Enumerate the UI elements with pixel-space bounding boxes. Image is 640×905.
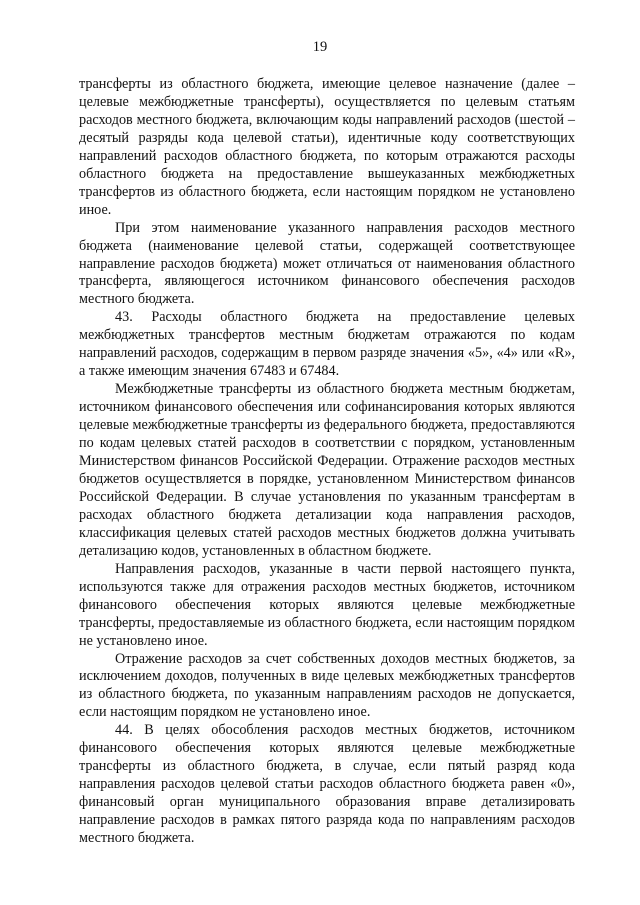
- paragraph: Отражение расходов за счет собственных доходов местных бюджетов, за исключением доходов, полученных в виде целевых межбюджетных трансфертов из областного бюджета, по указанным направлениям расходов не допускается, если настоящим порядком не установлено иное.: [79, 650, 575, 721]
- document-body: [79, 76, 575, 848]
- paragraph-item-44: 44. В целях обособления расходов местных бюджетов, источником финансового обеспечения которых являются целевые межбюджетные трансферты из областного бюджета, в случае, если пятый разряд кода направления расходов целевой статьи расходов областного бюджета равен «0», финансовый орган муниципального образования вправе детализировать направление расходов в рамках пятого разряда кода по направлениям расходов местного бюджета.: [79, 722, 575, 847]
- paragraph-item-43: 43. Расходы областного бюджета на предоставление целевых межбюджетных трансфертов местным бюджетам отражаются по кодам направлений расходов, содержащим в первом разряде значения «5», «4» или «R», а также имеющим значения 67483 и 67484.: [79, 309, 575, 380]
- paragraph: Направления расходов, указанные в части первой настоящего пункта, используются также для отражения расходов местных бюджетов, источником финансового обеспечения которых являются целевые межбюджетные трансферты, предоставляемые из областного бюджета, если настоящим порядком не установлено иное.: [79, 560, 575, 649]
- paragraph-continuation: трансферты из областного бюджета, имеющие целевое назначение (далее – целевые межбюджетные трансферты), осуществляется по целевым статьям расходов местного бюджета, включающим коды направлений расходов (шестой – десятый разряды кода целевой статьи), идентичные коду соответствующих направлений расходов областного бюджета, по которым отражаются расходы областного бюджета на предоставление вышеуказанных межбюджетных трансфертов из областного бюджета, если настоящим порядком не установлено иное.: [79, 76, 575, 218]
- page-number: 19: [312, 39, 328, 55]
- paragraph: При этом наименование указанного направления расходов местного бюджета (наименование целевой статьи, содержащей соответствующее направление расходов бюджета) может отличаться от наименования областного трансферта, являющегося источником финансового обеспечения расходов местного бюджета.: [79, 219, 575, 308]
- paragraph: Межбюджетные трансферты из областного бюджета местным бюджетам, источником финансового обеспечения или софинансирования которых являются целевые межбюджетные трансферты из федерального бюджета, предоставляются по кодам целевых статей расходов в соответствии с порядком, установленным Министерством финансов Российской Федерации. Отражение расходов местных бюджетов осуществляется в порядке, установленном Министерством финансов Российской Федерации. В случае установления по указанным трансфертам в расходах областного бюджета детализации кода направления расходов, классификация целевых статей расходов местных бюджетов должна учитывать детализацию кодов, установленных в областном бюджете.: [79, 381, 575, 559]
